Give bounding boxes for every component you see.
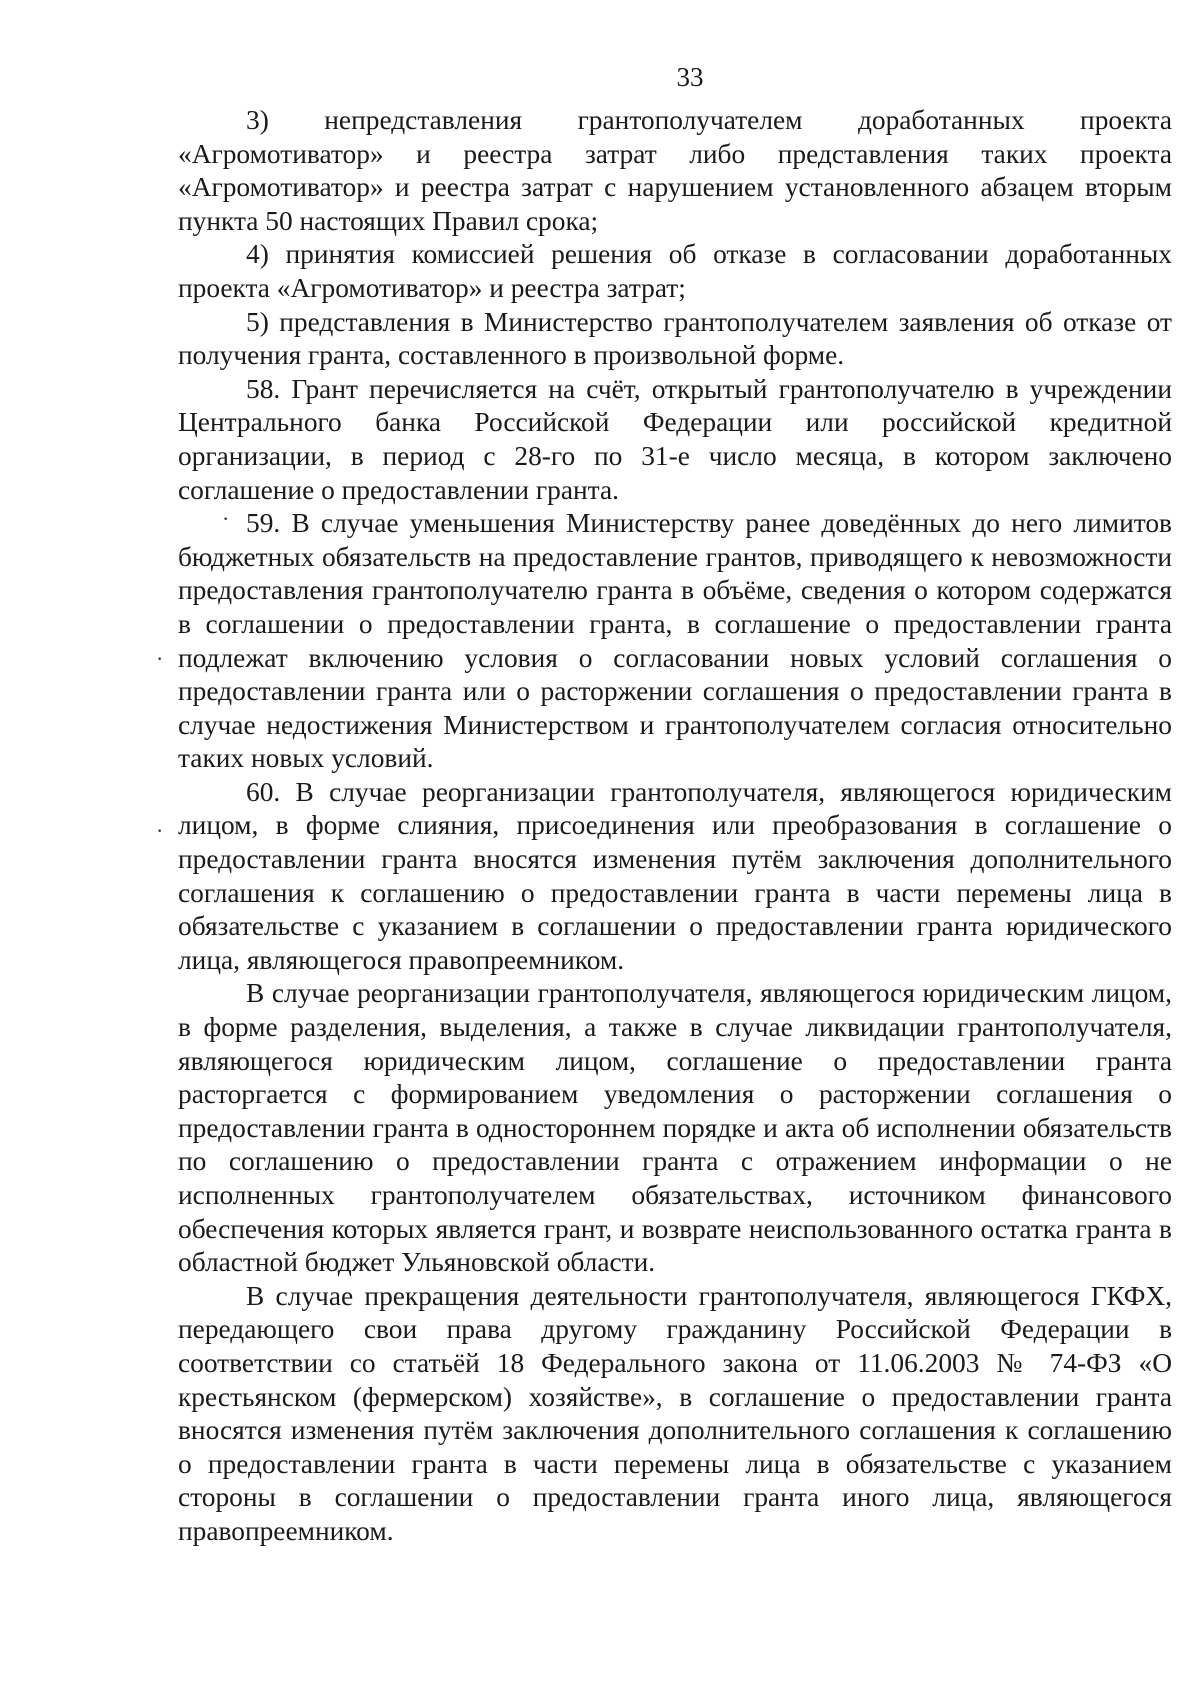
page-number: 33: [676, 62, 704, 92]
scan-speck: ·: [222, 506, 230, 531]
paragraph-reorganization: В случае реорганизации грантополучателя, являющегося юридическим лицом, в форме разделения, выделения, а также в случае ликвидации грантополучателя, являющегося юридическим лицом, соглашение о предоставлении гранта расторгается с формированием уведомления о расторжении соглашения о предоставлении гранта в одностороннем порядке и акта об исполнении обязательств по соглашению о предоставлении гранта с отражением информации о не исполненных грантополучателем обязательствах, источником финансового обеспечения которых является грант, и возврате неиспользованного остатка гранта в областной бюджет Ульяновской области.: [178, 978, 1172, 1278]
scan-speck: ·: [156, 818, 164, 843]
paragraph-termination: В случае прекращения деятельности грантополучателя, являющегося ГКФХ, передающего свои права другому гражданину Российской Федерации в соответствии со статьёй 18 Федерального закона от 11.06.2003 № 74-ФЗ «О крестьянском (фермерском) хозяйстве», в соглашение о предоставлении гранта вносятся изменения путём заключения дополнительного соглашения к соглашению о предоставлении гранта в части перемены лица в обязательстве с указанием стороны в соглашении о предоставлении гранта иного лица, являющегося правопреемником.: [178, 1280, 1172, 1546]
paragraph-item-3: 3) непредставления грантополучателем доработанных проекта «Агромотиватор» и реестра затрат либо представления таких проекта «Агромотиватор» и реестра затрат с нарушением установленного абзацем вторым пункта 50 настоящих Правил срока;: [178, 105, 1172, 236]
paragraph-item-4: 4) принятия комиссией решения об отказе в согласовании доработанных проекта «Агромотиватор» и реестра затрат;: [178, 239, 1172, 303]
paragraph-item-5: 5) представления в Министерство грантополучателем заявления об отказе от получения гранта, составленного в произвольной форме.: [178, 306, 1172, 371]
paragraph-clause-58: 58. Грант перечисляется на счёт, открытый грантополучателю в учреждении Центрального банка Российской Федерации или российской кредитной организации, в период с 28-го по 31-е число месяца, в котором заключено соглашение о предоставлении гранта.: [178, 373, 1172, 505]
scan-speck: ·: [156, 646, 164, 671]
document-body: [178, 104, 1172, 1549]
paragraph-clause-60: 60. В случае реорганизации грантополучателя, являющегося юридическим лицом, в форме слияния, присоединения или преобразования в соглашение о предоставлении гранта вносятся изменения путём заключения дополнительного соглашения к соглашению о предоставлении гранта в части перемены лица в обязательстве с указанием в соглашении о предоставлении гранта юридического лица, являющегося правопреемником.: [178, 776, 1172, 975]
paragraph-clause-59: 59. В случае уменьшения Министерству ранее доведённых до него лимитов бюджетных обязательств на предоставление грантов, приводящего к невозможности предоставления грантополучателю гранта в объёме, сведения о котором содержатся в соглашении о предоставлении гранта, в соглашение о предоставлении гранта подлежат включению условия о согласовании новых условий соглашения о предоставлении гранта или о расторжении соглашения о предоставлении гранта в случае недостижения Министерством и грантополучателем согласия относительно таких новых условий.: [178, 508, 1172, 774]
